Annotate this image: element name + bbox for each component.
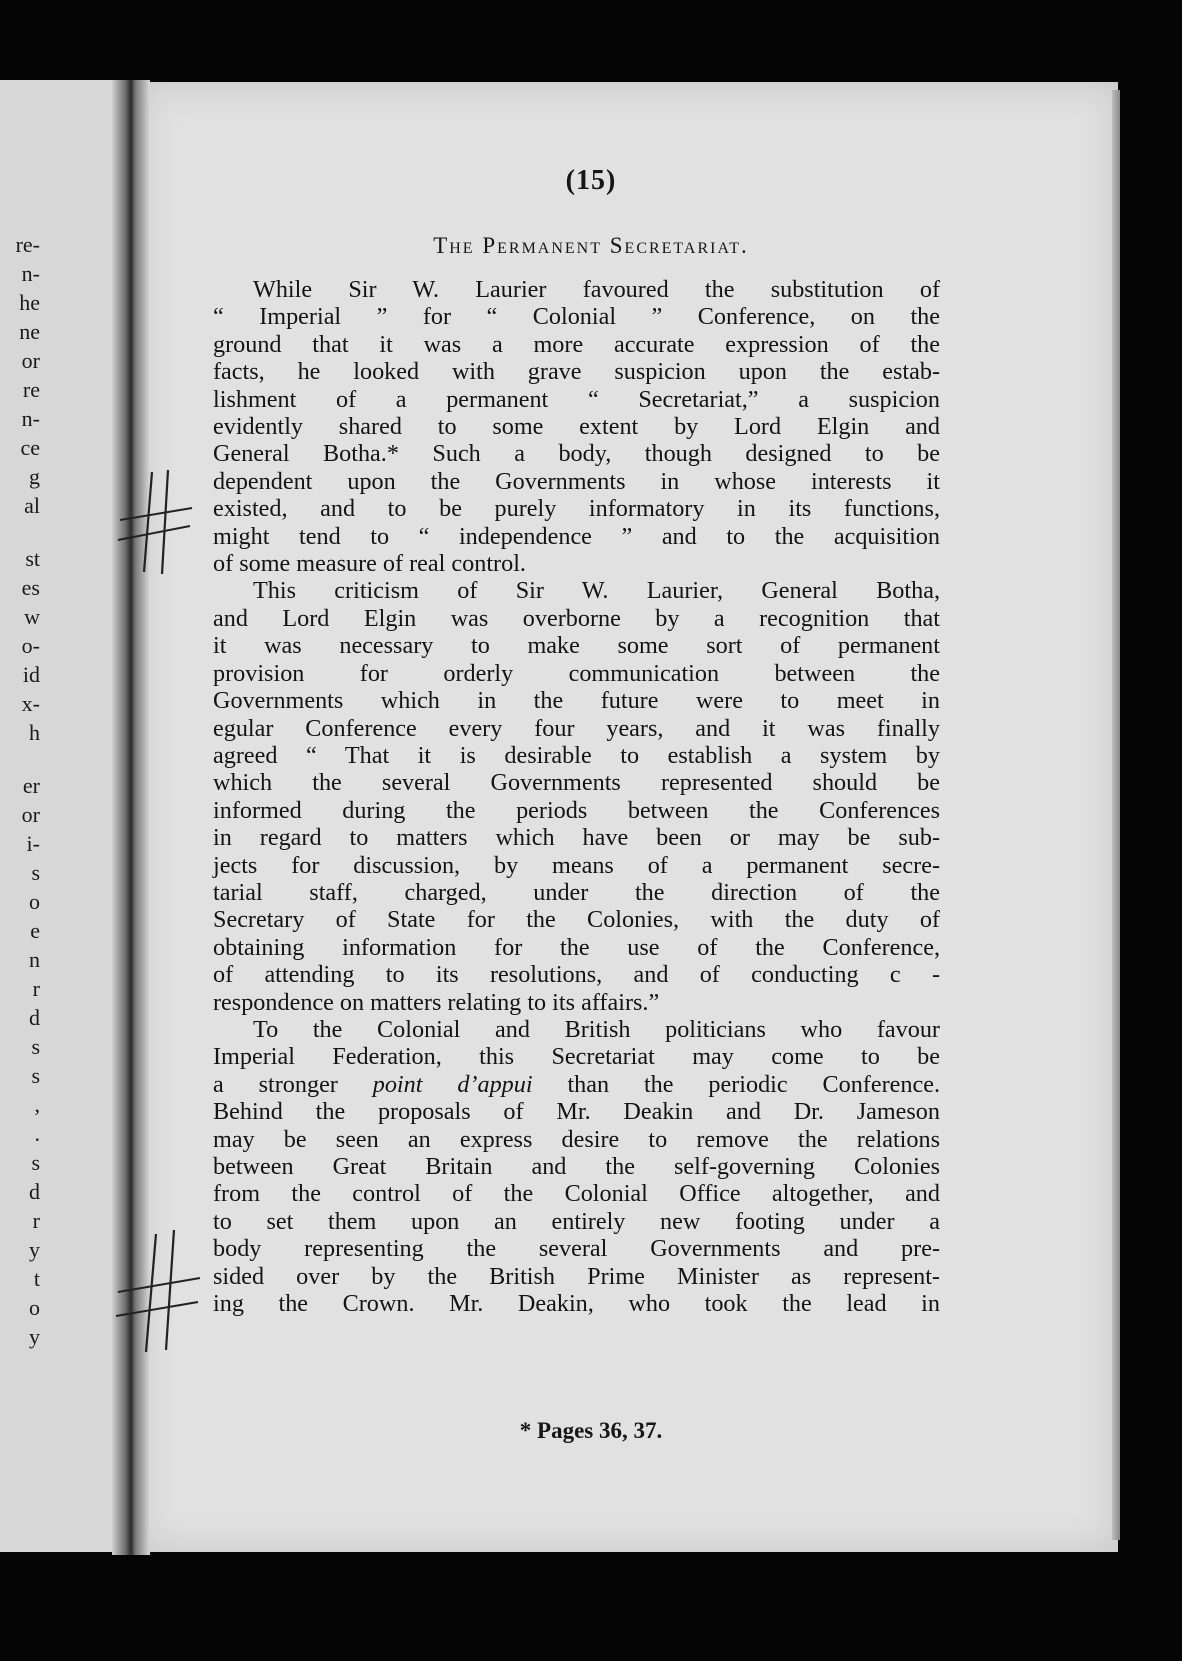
left-page-fragment: r	[32, 976, 40, 1001]
text-line: General Botha.* Such a body, though designed to be	[213, 440, 940, 468]
left-page-fragment: he	[19, 290, 40, 315]
text-line: dependent upon the Governments in whose interests it	[213, 467, 940, 495]
text-line: provision for orderly communication between the	[213, 659, 940, 687]
left-page-fragment: re-	[15, 232, 40, 257]
text-line: respondence on matters relating to its affairs.”	[213, 988, 660, 1016]
text-line: informed during the periods between the Conferences	[213, 796, 940, 824]
left-page-fragment: s	[31, 860, 40, 885]
left-page-fragment: er	[22, 773, 40, 798]
text-line: and Lord Elgin was overborne by a recognition that	[213, 604, 940, 632]
text-line: sided over by the British Prime Minister as represent-	[213, 1262, 940, 1290]
left-page-fragment: d	[29, 1179, 40, 1204]
left-page-fragment: ne	[19, 319, 40, 344]
page-edge	[1112, 90, 1120, 1540]
left-page-fragment: id	[22, 662, 40, 687]
left-page-fragment: t	[33, 1266, 40, 1291]
left-page-fragment: s	[31, 1150, 40, 1175]
page-number: (15)	[565, 165, 617, 196]
text-line: “ Imperial ” for “ Colonial ” Conference, on the	[213, 303, 940, 331]
text-line: evidently shared to some extent by Lord Elgin and	[213, 413, 940, 441]
handwritten-hash-mark	[112, 462, 202, 582]
text-line: tarial staff, charged, under the direction of the	[213, 878, 940, 906]
left-page-fragment: .	[34, 1121, 40, 1146]
left-page-text-fragments	[0, 230, 40, 1351]
text-line: Secretary of State for the Colonies, with the duty of	[213, 906, 940, 934]
left-page-fragment: ce	[20, 435, 40, 460]
left-page-fragment: al	[24, 493, 40, 518]
left-page-fragment: h	[29, 720, 40, 745]
text-line: egular Conference every four years, and it was finally	[213, 714, 940, 742]
text-line: of some measure of real control.	[213, 550, 526, 578]
text-line: from the control of the Colonial Office altogether, and	[213, 1180, 940, 1208]
text-line: in regard to matters which have been or may be sub-	[213, 824, 940, 852]
left-page-fragment: or	[21, 348, 40, 373]
left-page-fragment: x-	[21, 691, 40, 716]
text-line: This criticism of Sir W. Laurier, General Botha,	[253, 577, 940, 605]
left-page-fragment: or	[21, 802, 40, 827]
left-page-fragment: o-	[21, 633, 40, 658]
body-text	[213, 276, 940, 1317]
text-line: facts, he looked with grave suspicion upon the estab-	[213, 358, 940, 386]
left-page-fragment: n-	[21, 406, 40, 431]
text-line: Governments which in the future were to meet in	[213, 687, 940, 715]
footnote: * Pages 36, 37.	[519, 1418, 663, 1443]
text-line: of attending to its resolutions, and of conducting c -	[213, 961, 940, 989]
text-line: agreed “ That it is desirable to establish a system by	[213, 741, 940, 769]
text-line: to set them upon an entirely new footing under a	[213, 1207, 940, 1235]
text-line: body representing the several Governments and pre-	[213, 1235, 940, 1263]
text-line: existed, and to be purely informatory in its functions,	[213, 495, 940, 523]
left-page-fragment: es	[21, 575, 40, 600]
left-page-fragment: g	[29, 464, 40, 489]
text-line: might tend to “ independence ” and to the acquisition	[213, 522, 940, 550]
left-page-fragment: st	[25, 546, 40, 571]
left-page-fragment: s	[31, 1034, 40, 1059]
text-line: which the several Governments represented should be	[213, 769, 940, 797]
left-page-fragment: n-	[21, 261, 40, 286]
text-line: obtaining information for the use of the Conference,	[213, 933, 940, 961]
text-line: While Sir W. Laurier favoured the substitution of	[253, 276, 940, 303]
text-line: Behind the proposals of Mr. Deakin and Dr. Jameson	[213, 1098, 940, 1126]
left-page-fragment: y	[29, 1237, 40, 1262]
text-line: may be seen an express desire to remove the relations	[213, 1125, 940, 1153]
text-line: To the Colonial and British politicians who favour	[253, 1015, 940, 1043]
left-page-fragment: n	[29, 947, 40, 972]
text-line: ing the Crown. Mr. Deakin, who took the lead in	[213, 1290, 940, 1318]
left-page-fragment: e	[30, 918, 40, 943]
left-page-fragment	[0, 747, 40, 771]
text-line: a stronger point d’appui than the periodic Conference.	[213, 1070, 941, 1098]
text-line: it was necessary to make some sort of permanent	[213, 632, 940, 660]
left-page-fragment: i-	[26, 831, 40, 856]
text-line: between Great Britain and the self-governing Colonies	[213, 1153, 940, 1180]
section-title: The Permanent Secretariat.	[433, 233, 749, 258]
left-page-fragment	[0, 520, 40, 544]
left-page-fragment: r	[32, 1208, 40, 1233]
left-page-fragment: y	[29, 1324, 40, 1349]
text-line: lishment of a permanent “ Secretariat,” a suspicion	[213, 385, 940, 413]
left-page-fragment: s	[31, 1063, 40, 1088]
left-page-fragment: o	[29, 1295, 40, 1320]
text-line: Imperial Federation, this Secretariat may come to be	[213, 1043, 940, 1071]
left-page-fragment: d	[29, 1005, 40, 1030]
left-page-fragment: re	[22, 377, 40, 402]
left-page-fragment: w	[24, 604, 40, 629]
handwritten-hash-mark	[112, 1222, 212, 1362]
text-line: ground that it was a more accurate expression of the	[213, 330, 940, 358]
text-line: jects for discussion, by means of a permanent secre-	[213, 851, 940, 879]
left-page-fragment: ,	[34, 1092, 40, 1117]
left-page-fragment: o	[29, 889, 40, 914]
